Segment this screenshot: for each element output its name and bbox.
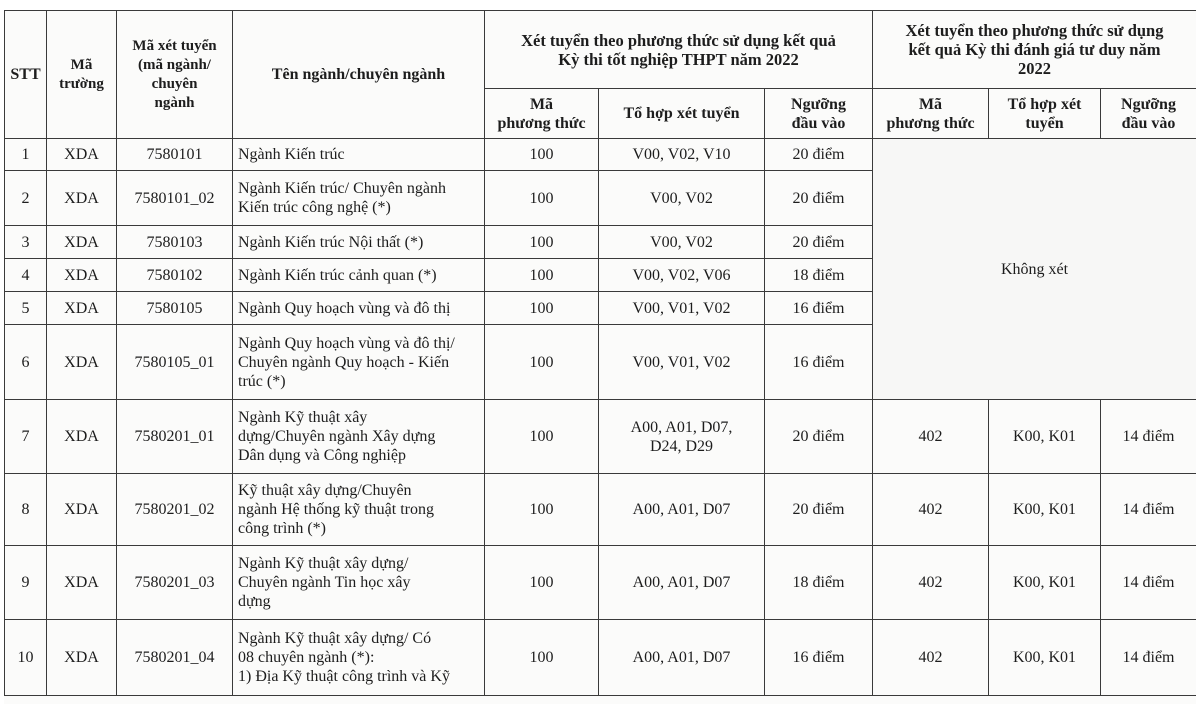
cell-stt: 4 — [5, 259, 47, 292]
cell-thpt-combination: V00, V02, V06 — [599, 259, 765, 292]
cell-td-method: 402 — [873, 620, 989, 696]
cell-name: Ngành Kỹ thuật xây dựng/ Chuyên ngành Tin học xây dựng — [233, 546, 485, 620]
cell-thpt-method: 100 — [485, 171, 599, 226]
cell-name: Ngành Kiến trúc cảnh quan (*) — [233, 259, 485, 292]
cell-code: 7580105 — [117, 292, 233, 325]
cell-not-considered: Không xét — [873, 139, 1197, 400]
cell-thpt-method: 100 — [485, 139, 599, 171]
cell-thpt-combination: V00, V01, V02 — [599, 292, 765, 325]
cell-stt: 8 — [5, 474, 47, 546]
cell-thpt-threshold: 20 điểm — [765, 400, 873, 474]
cell-thpt-threshold: 20 điểm — [765, 171, 873, 226]
cell-stt: 5 — [5, 292, 47, 325]
header-thpt-method: Mã phương thức — [485, 89, 599, 139]
cell-name: Ngành Kiến trúc/ Chuyên ngành Kiến trúc công nghệ (*) — [233, 171, 485, 226]
header-major-name: Tên ngành/chuyên ngành — [233, 11, 485, 139]
header-td-method: Mã phương thức — [873, 89, 989, 139]
cell-school: XDA — [47, 325, 117, 400]
cell-td-combination: K00, K01 — [989, 400, 1101, 474]
cell-school: XDA — [47, 171, 117, 226]
table-row — [5, 400, 1197, 474]
cell-school: XDA — [47, 259, 117, 292]
cell-td-combination: K00, K01 — [989, 546, 1101, 620]
cell-thpt-combination: V00, V02 — [599, 226, 765, 259]
cell-td-combination: K00, K01 — [989, 620, 1101, 696]
cell-code: 7580101_02 — [117, 171, 233, 226]
cell-thpt-threshold: 16 điểm — [765, 325, 873, 400]
cell-name: Kỹ thuật xây dựng/Chuyên ngành Hệ thống kỹ thuật trong công trình (*) — [233, 474, 485, 546]
cell-thpt-combination: A00, A01, D07 — [599, 546, 765, 620]
cell-td-threshold: 14 điểm — [1101, 546, 1197, 620]
cell-thpt-threshold: 20 điểm — [765, 474, 873, 546]
cell-name: Ngành Kiến trúc — [233, 139, 485, 171]
cell-name: Ngành Quy hoạch vùng và đô thị — [233, 292, 485, 325]
cell-school: XDA — [47, 400, 117, 474]
cell-stt: 7 — [5, 400, 47, 474]
cell-school: XDA — [47, 620, 117, 696]
cell-code: 7580103 — [117, 226, 233, 259]
table-row — [5, 620, 1197, 696]
header-admission-code: Mã xét tuyển (mã ngành/ chuyên ngành — [117, 11, 233, 139]
cell-thpt-combination: V00, V02 — [599, 171, 765, 226]
cell-thpt-threshold: 16 điểm — [765, 620, 873, 696]
cell-thpt-combination: A00, A01, D07, D24, D29 — [599, 400, 765, 474]
cell-thpt-threshold: 20 điểm — [765, 226, 873, 259]
cell-thpt-method: 100 — [485, 259, 599, 292]
cell-code: 7580201_03 — [117, 546, 233, 620]
header-school-code: Mã trường — [47, 11, 117, 139]
cell-td-threshold: 14 điểm — [1101, 620, 1197, 696]
cell-td-combination: K00, K01 — [989, 474, 1101, 546]
cell-td-threshold: 14 điểm — [1101, 400, 1197, 474]
cell-school: XDA — [47, 226, 117, 259]
cell-thpt-method: 100 — [485, 546, 599, 620]
cell-code: 7580201_04 — [117, 620, 233, 696]
cell-stt: 2 — [5, 171, 47, 226]
cell-td-threshold: 14 điểm — [1101, 474, 1197, 546]
header-td-threshold: Ngưỡng đầu vào — [1101, 89, 1197, 139]
header-thpt-threshold: Ngưỡng đầu vào — [765, 89, 873, 139]
cell-school: XDA — [47, 292, 117, 325]
cell-name: Ngành Kiến trúc Nội thất (*) — [233, 226, 485, 259]
cell-code: 7580105_01 — [117, 325, 233, 400]
cell-td-method: 402 — [873, 400, 989, 474]
cell-thpt-threshold: 18 điểm — [765, 259, 873, 292]
cell-code: 7580102 — [117, 259, 233, 292]
cell-thpt-threshold: 18 điểm — [765, 546, 873, 620]
admission-table — [4, 10, 1196, 696]
cell-thpt-method: 100 — [485, 620, 599, 696]
cell-stt: 10 — [5, 620, 47, 696]
cell-thpt-method: 100 — [485, 474, 599, 546]
cell-code: 7580101 — [117, 139, 233, 171]
cell-school: XDA — [47, 474, 117, 546]
cell-thpt-combination: V00, V01, V02 — [599, 325, 765, 400]
cell-thpt-method: 100 — [485, 226, 599, 259]
cell-name: Ngành Quy hoạch vùng và đô thị/ Chuyên ngành Quy hoạch - Kiến trúc (*) — [233, 325, 485, 400]
cell-code: 7580201_02 — [117, 474, 233, 546]
header-thpt-combination: Tổ hợp xét tuyển — [599, 89, 765, 139]
cell-stt: 3 — [5, 226, 47, 259]
cell-thpt-threshold: 16 điểm — [765, 292, 873, 325]
cell-thpt-combination: A00, A01, D07 — [599, 620, 765, 696]
document-page — [4, 10, 1196, 704]
cell-thpt-method: 100 — [485, 400, 599, 474]
cell-code: 7580201_01 — [117, 400, 233, 474]
cell-stt: 1 — [5, 139, 47, 171]
cell-name: Ngành Kỹ thuật xây dựng/ Có 08 chuyên ngành (*): 1) Địa Kỹ thuật công trình và Kỹ — [233, 620, 485, 696]
cell-thpt-method: 100 — [485, 292, 599, 325]
header-group-thinking-test: Xét tuyển theo phương thức sử dụng kết quả Kỳ thi đánh giá tư duy năm 2022 — [873, 11, 1197, 89]
table-row — [5, 546, 1197, 620]
header-td-combination: Tổ hợp xét tuyển — [989, 89, 1101, 139]
cell-stt: 6 — [5, 325, 47, 400]
cell-name: Ngành Kỹ thuật xây dựng/Chuyên ngành Xây dựng Dân dụng và Công nghiệp — [233, 400, 485, 474]
table-row — [5, 474, 1197, 546]
cell-thpt-combination: V00, V02, V10 — [599, 139, 765, 171]
cell-stt: 9 — [5, 546, 47, 620]
header-stt: STT — [5, 11, 47, 139]
header-group-thpt: Xét tuyển theo phương thức sử dụng kết quả Kỳ thi tốt nghiệp THPT năm 2022 — [485, 11, 873, 89]
cell-thpt-combination: A00, A01, D07 — [599, 474, 765, 546]
cell-td-method: 402 — [873, 546, 989, 620]
cell-thpt-threshold: 20 điểm — [765, 139, 873, 171]
cell-td-method: 402 — [873, 474, 989, 546]
cell-thpt-method: 100 — [485, 325, 599, 400]
cell-school: XDA — [47, 139, 117, 171]
cell-school: XDA — [47, 546, 117, 620]
table-row — [5, 139, 1197, 171]
